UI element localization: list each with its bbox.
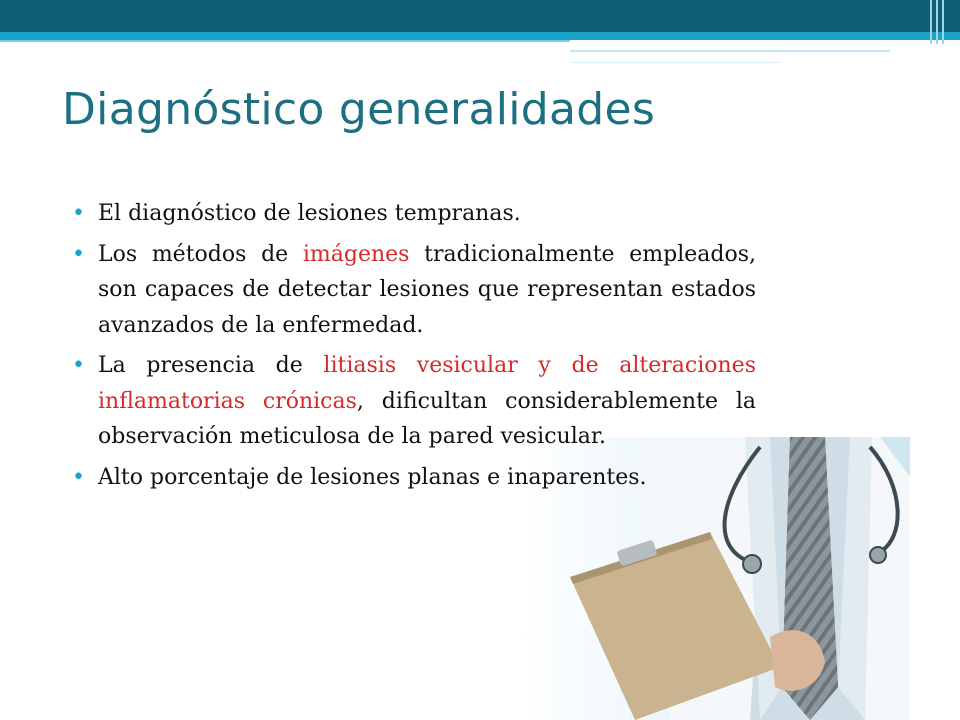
bullet-text: El diagnóstico de lesiones tempranas. — [98, 201, 521, 226]
bullet-list — [72, 196, 756, 500]
header-accent-line — [0, 40, 570, 42]
slide-title: Diagnóstico generalidades — [62, 84, 656, 135]
highlighted-text: imágenes — [302, 241, 410, 267]
header-accent-line — [570, 50, 890, 52]
header-vertical-lines — [928, 0, 952, 44]
bullet-item — [72, 237, 756, 344]
bullet-item — [72, 460, 756, 496]
bullet-text: La presencia de — [98, 353, 324, 378]
bullet-item — [72, 196, 756, 232]
highlighted-text: litiasis vesicular y de alteraciones inflamatorias crónicas — [98, 353, 756, 414]
bullet-text: tradicionalmente empleados, son capaces de detectar lesiones que representan estados avanzados de la enfermedad. — [98, 241, 756, 338]
header-stripe — [0, 32, 960, 40]
header-bar — [0, 0, 960, 32]
bullet-item — [72, 348, 756, 455]
bullet-text: Alto porcentaje de lesiones planas e inaparentes. — [98, 464, 647, 490]
bullet-text: , dificultan considerablemente la observación meticulosa de la pared vesicular. — [98, 388, 756, 449]
header-accent-line — [570, 62, 780, 63]
bullet-text: Los métodos de — [98, 241, 303, 267]
